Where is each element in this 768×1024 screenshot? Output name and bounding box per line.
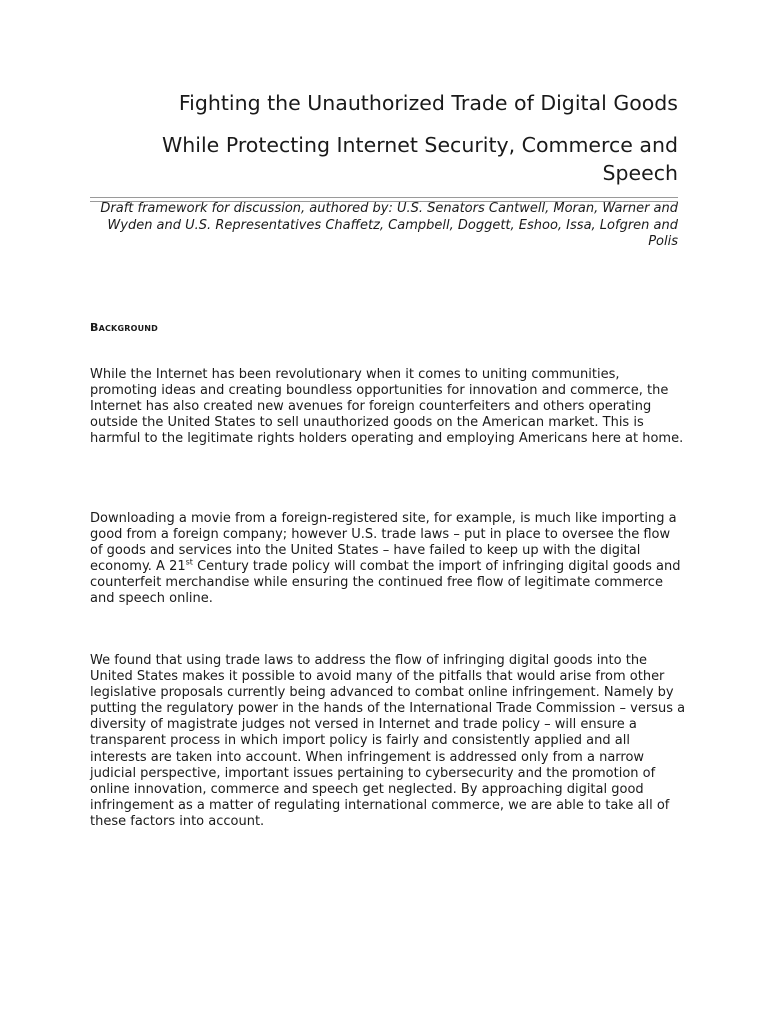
paragraph-1: While the Internet has been revolutionary when it comes to uniting communities, promoting ideas and creating boundless opportunities for innovation and commerce, the Internet has also created new avenues for foreign counterfeiters and others operating outside the United States to sell unauthorized goods on the American market. This is harmful to the legitimate rights holders operating and employing Americans here at home. <box>90 367 684 447</box>
author-byline: Draft framework for discussion, authored by: U.S. Senators Cantwell, Moran, Warner and Wyden and U.S. Representatives Chaffetz, Campbell, Doggett, Eshoo, Issa, Lofgren and Polis <box>100 201 678 249</box>
paragraph-2-text-b: Century trade policy will combat the import of infringing digital goods and counterfeit merchandise while ensuring the continued free flow of legitimate commerce and speech online. <box>90 559 681 607</box>
document-subtitle: While Protecting Internet Security, Commerce and Speech <box>162 133 678 185</box>
paragraph-2 <box>90 511 686 608</box>
paragraph-3: We found that using trade laws to address the flow of infringing digital goods into the United States makes it possible to avoid many of the pitfalls that would arise from other legislative proposals currently being advanced to combat online infringement. Namely by putting the regulatory power in the hands of the International Trade Commission – versus a diversity of magistrate judges not versed in Internet and trade policy – will ensure a transparent process in which import policy is fairly and consistently applied and all interests are taken into account. When infringement is addressed only from a narrow judicial perspective, important issues pertaining to cybersecurity and the promotion of online innovation, commerce and speech get neglected. By approaching digital good infringement as a matter of regulating international commerce, we are able to take all of these factors into account. <box>90 653 686 829</box>
ordinal-suffix: st <box>185 557 193 567</box>
document-title: Fighting the Unauthorized Trade of Digital Goods <box>178 91 678 115</box>
section-heading-background: Background <box>90 321 159 334</box>
paragraph-2-text-a: Downloading a movie from a foreign-registered site, for example, is much like importing a good from a foreign company; however U.S. trade laws – put in place to oversee the flow of goods and services into the United States – have failed to keep up with the digital economy. A 21 <box>90 511 677 575</box>
